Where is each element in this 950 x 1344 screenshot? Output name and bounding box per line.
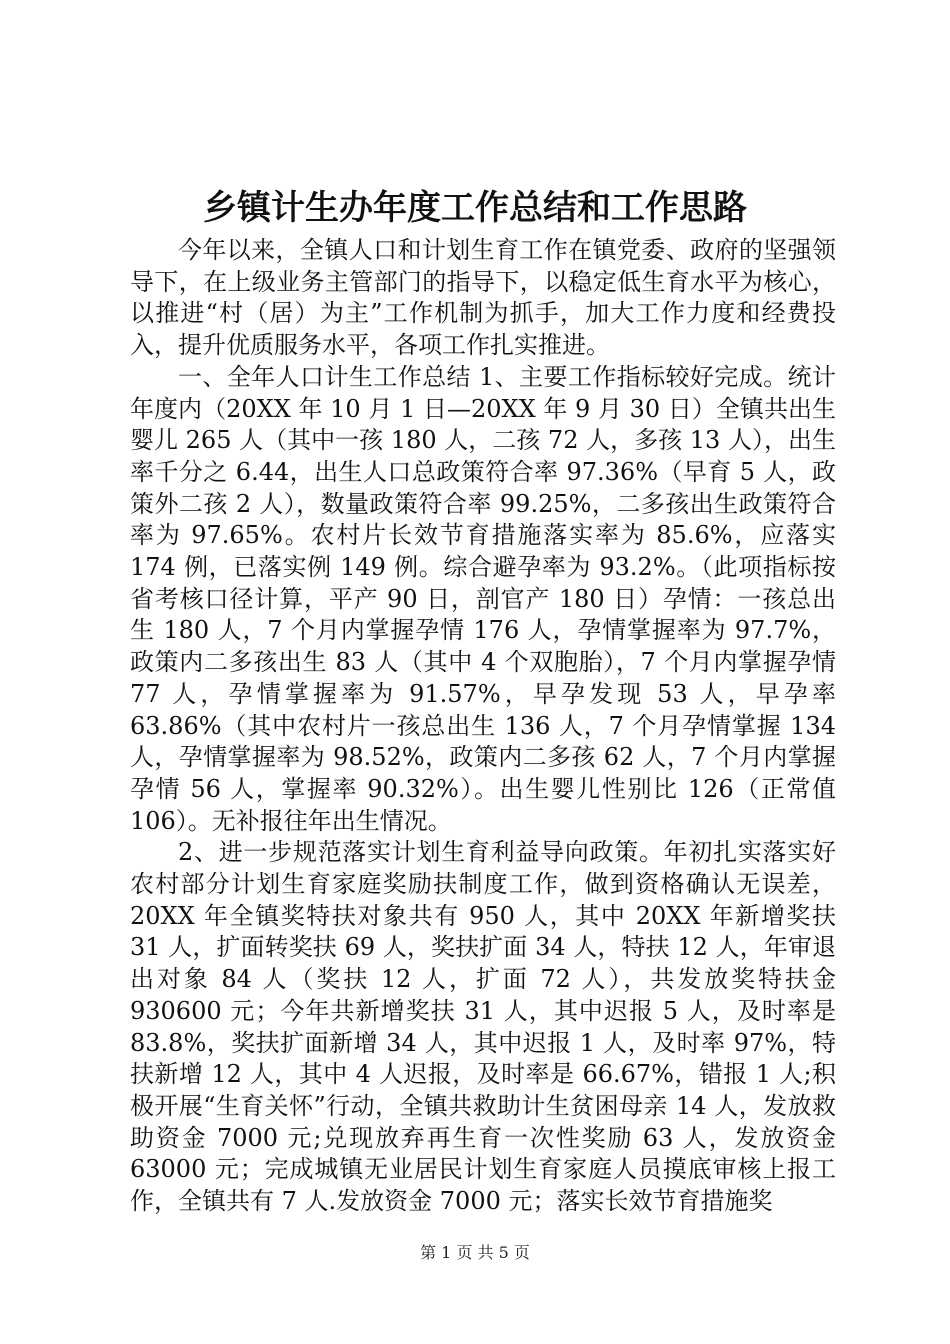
paragraph-policy: 2、进一步规范落实计划生育利益导向政策。年初扎实落实好农村部分计划生育家庭奖励扶制度工作，做到资格确认无误差，20XX 年全镇奖特扶对象共有 950 人，其中 20XX 年新增奖扶 31 人，扩面转奖扶 69 人，奖扶扩面 34 人，特扶 12 人，年审退出对象 84 人（奖扶 12 人，扩面 72 人），共发放奖特扶金 930600 元；今年共新增奖扶 31 人，其中迟报 5 人，及时率是 83.8%，奖扶扩面新增 34 人，其中迟报 1 人，及时率 97%，特扶新增 12 人，其中 4 人迟报，及时率是 66.67%，错报 1 人;积极开展“生育关怀”行动，全镇共救助计生贫困母亲 14 人，发放救助资金 7000 元;兑现放弃再生育一次性奖励 63 人，发放资金 63000 元；完成城镇无业居民计划生育家庭人员摸底审核上报工作，全镇共有 7 人.发放资金 7000 元；落实长效节育措施奖 xyxy=(130,838,836,1216)
page-footer: 第 1 页 共 5 页 xyxy=(420,1243,530,1262)
paragraph-intro: 今年以来，全镇人口和计划生育工作在镇党委、政府的坚强领导下，在上级业务主管部门的指导下，以稳定低生育水平为核心，以推进“村（居）为主”工作机制为抓手，加大工作力度和经费投入，提升优质服务水平，各项工作扎实推进。 xyxy=(130,236,836,360)
document-body xyxy=(130,235,836,1218)
paragraph-summary: 一、全年人口计生工作总结 1、主要工作指标较好完成。统计年度内（20XX 年 10 月 1 日—20XX 年 9 月 30 日）全镇共出生婴儿 265 人（其中一孩 180 人，二孩 72 人，多孩 13 人），出生率千分之 6.44，出生人口总政策符合率 97.36%（早育 5 人，政策外二孩 2 人），数量政策符合率 99.25%，二多孩出生政策符合率为 97.65%。农村片长效节育措施落实率为 85.6%，应落实 174 例，已落实例 149 例。综合避孕率为 93.2%。（此项指标按省考核口径计算，平产 90 日，剖官产 180 日）孕情：一孩总出生 180 人，7 个月内掌握孕情 176 人，孕情掌握率为 97.7%，政策内二多孩出生 83 人（其中 4 个双胞胎），7 个月内掌握孕情 77 人，孕情掌握率为 91.57%，早孕发现 53 人，早孕率 63.86%（其中农村片一孩总出生 136 人，7 个月孕情掌握 134 人，孕情掌握率为 98.52%，政策内二多孩 62 人，7 个月内掌握孕情 56 人，掌握率 90.32%）。出生婴儿性别比 126（正常值 106）。无补报往年出生情况。 xyxy=(130,362,836,835)
document-title: 乡镇计生办年度工作总结和工作思路 xyxy=(203,188,747,228)
